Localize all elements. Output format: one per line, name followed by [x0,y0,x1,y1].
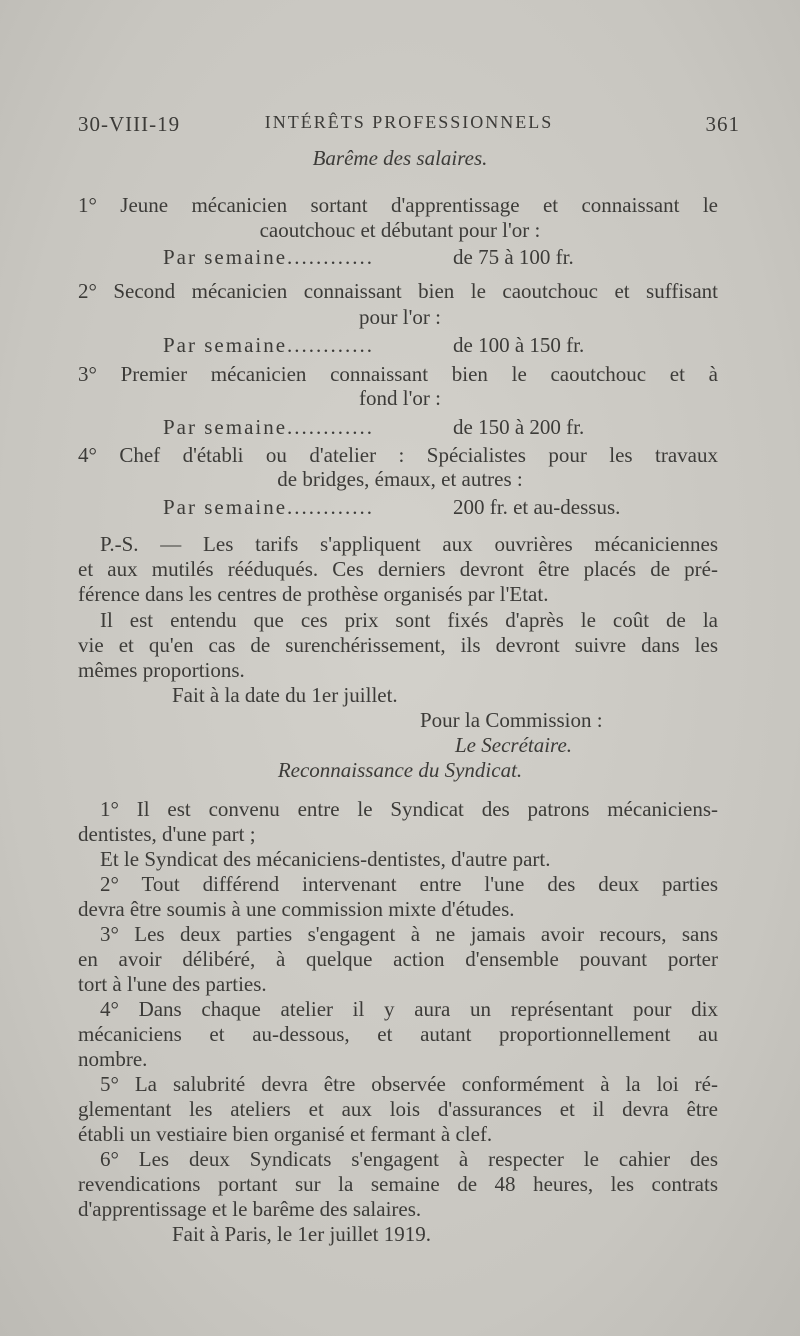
ps-line: férence dans les centres de prothèse organisés par l'Etat. [78,582,549,606]
rate-value: 200 fr. et au-dessus. [453,495,621,519]
ps-pour: Pour la Commission : [420,708,603,732]
rate-value: de 150 à 200 fr. [453,415,585,439]
rec-line: devra être soumis à une commission mixte d'études. [78,897,515,921]
ps-fait: Fait à la date du 1er juillet. [172,683,398,707]
rec-line: nombre. [78,1047,148,1071]
rec-line: en avoir délibéré, à quelque action d'ensemble pouvant porter [78,947,718,971]
rec-line: revendications portant sur la semaine de 48 heures, les contrats [78,1172,718,1196]
rate-label: Par semaine............ [163,495,375,519]
bareme-title: Barême des salaires. [312,146,488,170]
ps-line: vie et qu'en cas de surenchérissement, ils devront suivre dans les [78,633,718,657]
rec-line: glementant les ateliers et aux lois d'assurances et il devra être [78,1097,718,1121]
bareme-item-3-line1: 3° Premier mécanicien connaissant bien le caoutchouc et à [78,362,718,386]
bareme-item-1-line2: caoutchouc et débutant pour l'or : [259,218,541,242]
rec-line: 6° Les deux Syndicats s'engagent à respecter le cahier des [100,1147,718,1171]
rec-fait: Fait à Paris, le 1er juillet 1919. [172,1222,431,1246]
rec-line: établi un vestiaire bien organisé et fermant à clef. [78,1122,493,1146]
bareme-item-2-line2: pour l'or : [359,305,441,329]
bareme-item-2-line1: 2° Second mécanicien connaissant bien le caoutchouc et suffisant [78,279,718,303]
rec-line: mécaniciens et au-dessous, et autant proportionnellement au [78,1022,718,1046]
rate-label: Par semaine............ [163,333,375,357]
rec-line: Et le Syndicat des mécaniciens-dentistes, d'autre part. [100,847,551,871]
rec-line: 2° Tout différend intervenant entre l'une des deux parties [100,872,718,896]
bareme-item-3-line2: fond l'or : [359,386,441,410]
rate-label: Par semaine............ [163,245,375,269]
rec-line: d'apprentissage et le barême des salaires. [78,1197,422,1221]
bareme-item-1-line1: 1° Jeune mécanicien sortant d'apprentissage et connaissant le [78,193,718,217]
ps-line: P.-S. — Les tarifs s'appliquent aux ouvrières mécaniciennes [100,532,718,556]
header-date: 30-VIII-19 [78,112,181,136]
bareme-item-4-line2: de bridges, émaux, et autres : [277,467,523,491]
rate-value: de 75 à 100 fr. [453,245,574,269]
rec-line: dentistes, d'une part ; [78,822,256,846]
rec-line: 4° Dans chaque atelier il y aura un représentant pour dix [100,997,718,1021]
header-section: INTÉRÊTS PROFESSIONNELS [264,112,554,132]
bareme-item-4-line1: 4° Chef d'établi ou d'atelier : Spécialistes pour les travaux [78,443,718,467]
reconnaissance-title: Reconnaissance du Syndicat. [277,758,523,782]
page-number: 361 [705,112,740,136]
rec-line: tort à l'une des parties. [78,972,267,996]
ps-line: mêmes proportions. [78,658,245,682]
ps-line: et aux mutilés rééduqués. Ces derniers devront être placés de pré- [78,557,718,581]
ps-secretaire: Le Secrétaire. [455,733,573,757]
rate-label: Par semaine............ [163,415,375,439]
rec-line: 5° La salubrité devra être observée conformément à la loi ré- [100,1072,718,1096]
ps-line: Il est entendu que ces prix sont fixés d'après le coût de la [100,608,718,632]
rec-line: 3° Les deux parties s'engagent à ne jamais avoir recours, sans [100,922,718,946]
rec-line: 1° Il est convenu entre le Syndicat des patrons mécaniciens- [100,797,718,821]
rate-value: de 100 à 150 fr. [453,333,585,357]
